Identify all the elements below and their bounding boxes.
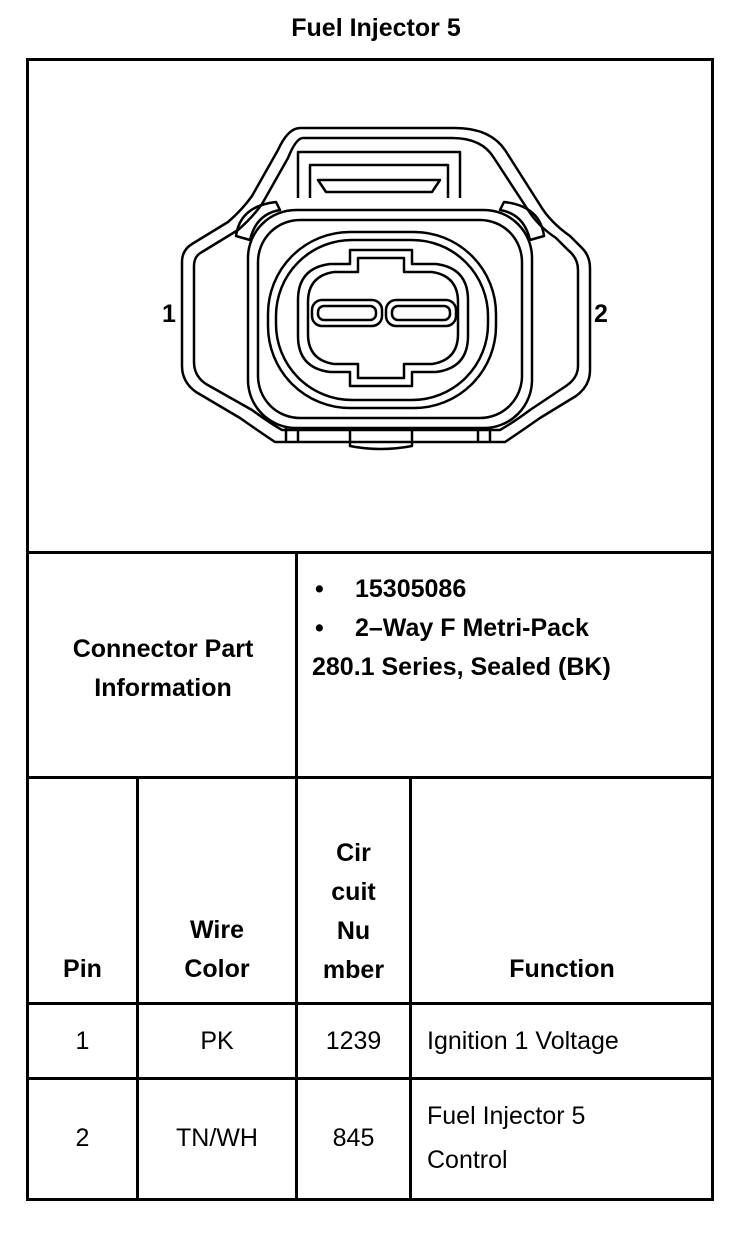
header-pin-text: Pin	[63, 955, 102, 983]
header-circuit-line1: Cir	[336, 839, 371, 867]
connector-type-item	[312, 609, 712, 648]
header-wire-color	[139, 911, 295, 989]
part-number: 15305086	[355, 575, 467, 603]
header-circuit-number	[298, 834, 409, 990]
header-circuit-line2: cuit	[331, 878, 376, 906]
header-circuit-line4: mber	[322, 956, 385, 984]
connector-type: 2–Way F Metri-Pack	[355, 614, 589, 642]
row2-circuit: 845	[332, 1124, 375, 1152]
row2-function-line1: Fuel Injector 5	[427, 1102, 586, 1130]
header-pin	[29, 950, 136, 989]
header-wire-color-line2: Color	[184, 955, 250, 983]
header-wire-color-line1: Wire	[190, 916, 244, 944]
pin-2-label: 2	[594, 300, 608, 328]
connector-part-info-label	[29, 630, 297, 708]
row1-circuit: 1239	[325, 1027, 382, 1055]
row1-wire-color: PK	[200, 1027, 234, 1055]
bullet-icon: •	[315, 575, 324, 603]
divider-row-2	[26, 1077, 714, 1080]
divider-table-header	[26, 776, 714, 779]
connector-part-info-values	[312, 570, 712, 687]
row2-wire-color: TN/WH	[176, 1124, 258, 1152]
divider-connector-info	[26, 551, 714, 554]
row1-function: Ignition 1 Voltage	[427, 1027, 619, 1055]
pin-1-label: 1	[162, 300, 176, 328]
bullet-icon: •	[315, 614, 324, 642]
header-function	[412, 950, 712, 989]
connector-face-diagram	[170, 120, 620, 460]
divider-row-1	[26, 1002, 714, 1005]
header-circuit-line3: Nu	[336, 917, 371, 945]
connector-part-info-line1: Connector Part	[72, 635, 254, 663]
row2-function-line2: Control	[427, 1146, 508, 1174]
row1-pin: 1	[75, 1027, 90, 1055]
row2-pin: 2	[75, 1124, 90, 1152]
header-function-text: Function	[509, 955, 615, 983]
connector-series: 280.1 Series, Sealed (BK)	[312, 653, 611, 681]
connector-part-info-line2: Information	[94, 674, 232, 702]
part-number-item	[312, 570, 712, 609]
page-title: Fuel Injector 5	[291, 14, 461, 42]
divider-circuit-column	[409, 778, 412, 1200]
